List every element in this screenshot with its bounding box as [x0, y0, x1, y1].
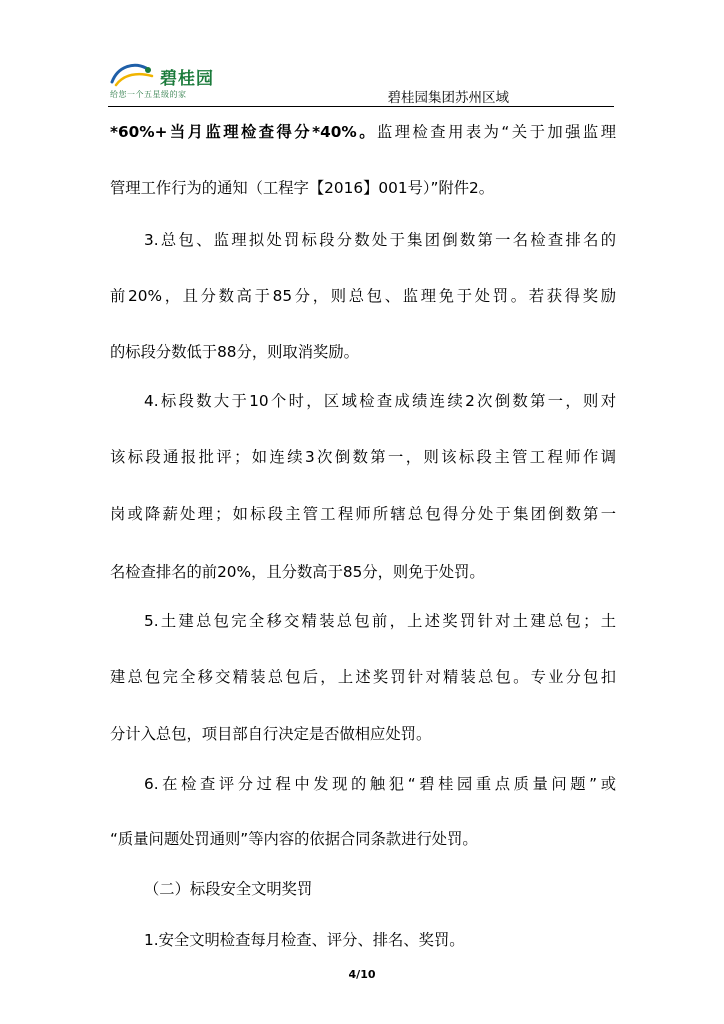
paragraph-line: 该标段通报批评；如连续3次倒数第一，则该标段主管工程师作调 [110, 448, 616, 466]
paragraph-line: 1.安全文明检查每月检查、评分、排名、奖罚。 [144, 931, 465, 949]
page-number [0, 968, 724, 981]
paragraph-line: 管理工作行为的通知（工程字【2016】001号）”附件2。 [110, 179, 495, 197]
paragraph-line: 6.在检查评分过程中发现的触犯“碧桂园重点质量问题”或 [144, 775, 616, 793]
page-total: 10 [360, 968, 376, 981]
paragraph-line: “质量问题处罚通则”等内容的依据合同条款进行处罚。 [110, 830, 478, 848]
page-current: 4 [348, 968, 357, 981]
paragraph-line: 分计入总包，项目部自行决定是否做相应处罚。 [110, 725, 432, 743]
paragraph-line: 前20%，且分数高于85分，则总包、监理免于处罚。若获得奖励 [110, 287, 616, 305]
paragraph-line: 名检查排名的前20%，且分数高于85分，则免于处罚。 [110, 563, 485, 581]
company-logo [108, 58, 248, 102]
logo-name: 碧桂园 [160, 69, 214, 89]
paragraph-line: 4.标段数大于10个时，区域检查成绩连续2次倒数第一，则对 [144, 392, 616, 410]
logo-swoosh-icon [108, 60, 158, 88]
paragraph-line [110, 122, 616, 142]
page-separator: / [356, 968, 361, 981]
header-divider [108, 106, 614, 107]
paragraph-line: 的标段分数低于88分，则取消奖励。 [110, 343, 359, 361]
page-header [108, 58, 614, 108]
paragraph-line: 5.土建总包完全移交精装总包前，上述奖罚针对土建总包；土 [144, 612, 616, 630]
paragraph-line: 岗或降薪处理；如标段主管工程师所辖总包得分处于集团倒数第一 [110, 505, 616, 523]
text-run: 监理检查用表为“关于加强监理 [376, 123, 616, 141]
section-heading: （二）标段安全文明奖罚 [144, 880, 313, 898]
header-region-title: 碧桂园集团苏州区域 [387, 90, 509, 106]
bold-formula-text: *60%+当月监理检查得分*40%。 [110, 123, 377, 141]
paragraph-line: 3.总包、监理拟处罚标段分数处于集团倒数第一名检查排名的 [144, 231, 616, 249]
logo-slogan: 给您一个五星级的家 [110, 90, 187, 99]
paragraph-line: 建总包完全移交精装总包后，上述奖罚针对精装总包。专业分包扣 [110, 668, 616, 686]
